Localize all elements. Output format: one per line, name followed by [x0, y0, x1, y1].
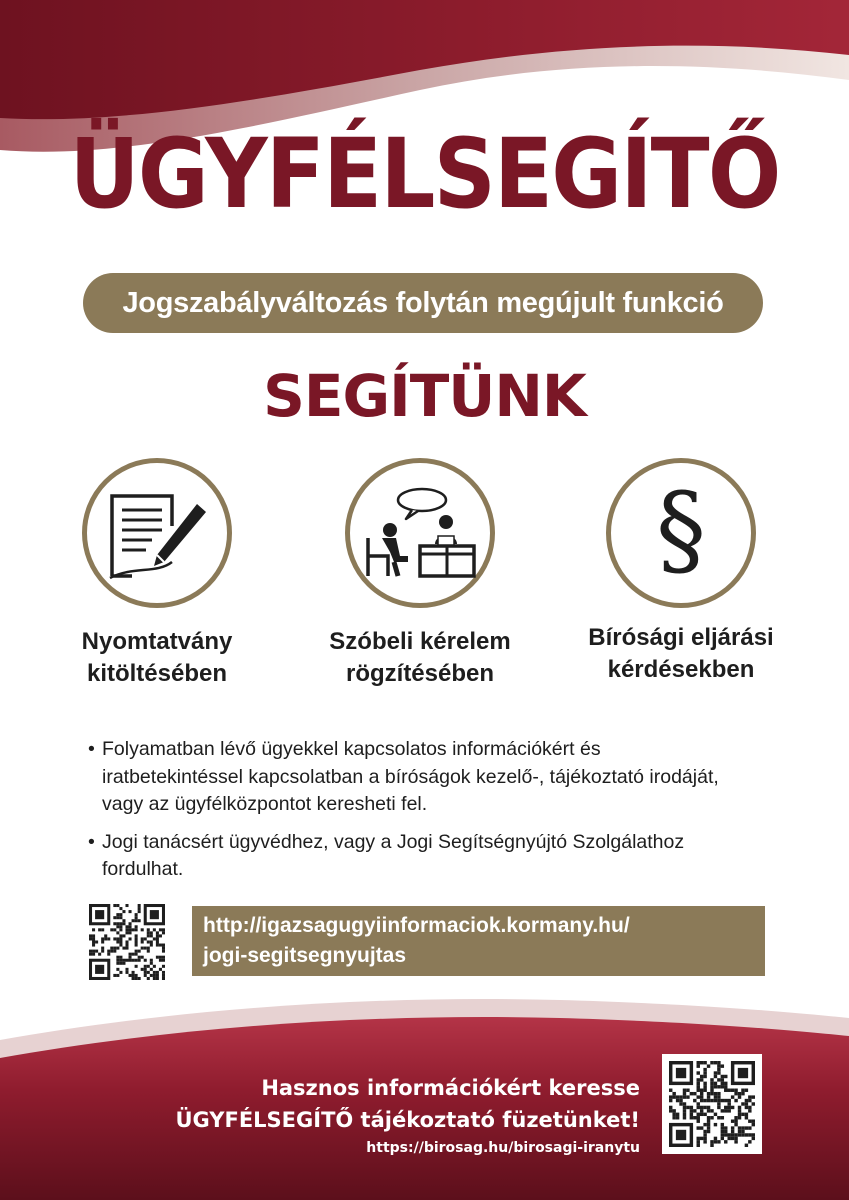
main-title: ÜGYFÉLSEGÍTŐ — [69, 118, 780, 230]
section-title: SEGÍTÜNK — [263, 362, 586, 430]
qr-code[interactable] — [669, 1061, 755, 1147]
list-item: • Jogi tanácsért ügyvédhez, vagy a Jogi Segítségnyújtó Szolgálathoz fordulhat. — [88, 829, 728, 884]
link-line: http://igazsagugyiinformaciok.kormany.hu/ — [203, 914, 630, 937]
qr-code[interactable] — [86, 904, 168, 980]
consultation-desk-icon — [345, 458, 495, 608]
footer-line: Hasznos információkért keresse — [261, 1076, 640, 1100]
service-oral-request — [300, 458, 540, 690]
service-label: Szóbeli kérelem rögzítésében — [329, 628, 511, 687]
footer-text — [80, 1072, 640, 1160]
link-line: jogi-segitsegnyujtas — [203, 944, 407, 967]
link-box[interactable] — [192, 906, 765, 976]
service-form-filling — [37, 458, 277, 690]
info-list — [88, 736, 728, 894]
document-pen-icon — [82, 458, 232, 608]
subtitle-banner: Jogszabályváltozás folytán megújult funkció — [83, 273, 763, 333]
service-label: Nyomtatvány kitöltésében — [81, 628, 233, 687]
service-label: Bírósági eljárási kérdésekben — [588, 624, 774, 683]
paragraph-sign-icon: § — [606, 458, 756, 608]
list-item: • Folyamatban lévő ügyekkel kapcsolatos információkért és iratbetekintéssel kapcsolatban a bíróságok kezelő-, tájékoztató irodáját, vagy az ügyfélközpontot keresheti fel. — [88, 736, 728, 819]
service-court-procedure — [561, 458, 801, 686]
footer-url[interactable]: https://birosag.hu/birosagi-iranytu — [366, 1140, 640, 1156]
qr-frame — [662, 1054, 762, 1154]
footer-line: ÜGYFÉLSEGÍTŐ tájékoztató füzetünket! — [175, 1108, 640, 1132]
